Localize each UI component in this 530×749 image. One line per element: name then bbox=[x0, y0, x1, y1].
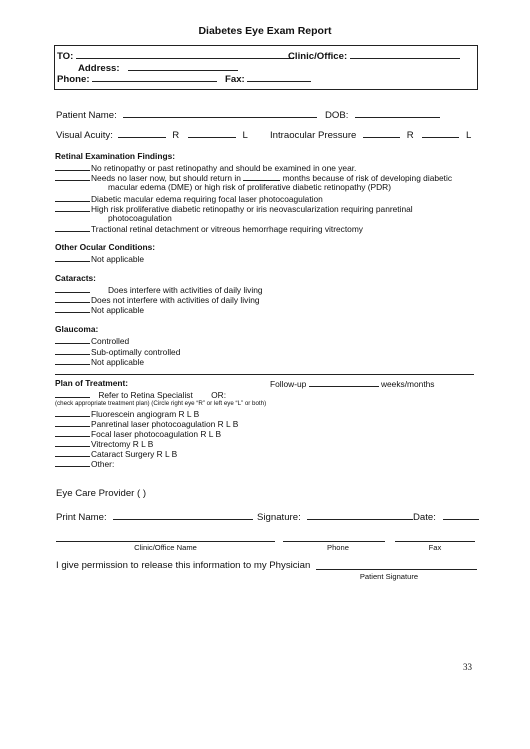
phone-line[interactable] bbox=[283, 541, 385, 542]
checkbox-blank[interactable] bbox=[55, 172, 90, 181]
to-label: TO: bbox=[57, 51, 74, 62]
clinic-name-caption: Clinic/Office Name bbox=[134, 543, 197, 552]
fax-caption: Fax bbox=[428, 543, 442, 552]
report-title: Diabetes Eye Exam Report bbox=[198, 25, 332, 37]
phone-caption: Phone bbox=[327, 543, 349, 552]
retinal-item bbox=[55, 223, 363, 234]
followup-label: Follow-up bbox=[270, 379, 307, 389]
date-row bbox=[413, 510, 479, 523]
address-field[interactable] bbox=[128, 61, 238, 71]
section-divider bbox=[55, 374, 474, 375]
treatment-item-text: Focal laser photocoagulation R L B bbox=[91, 429, 222, 439]
dob-field[interactable] bbox=[355, 108, 440, 118]
print-name-field[interactable] bbox=[113, 510, 253, 520]
cataracts-item-text: Does not interfere with activities of daily living bbox=[91, 295, 260, 305]
checkbox-blank[interactable] bbox=[55, 458, 90, 467]
glaucoma-item-text: Sub-optimally controlled bbox=[91, 347, 181, 357]
dob-row bbox=[325, 108, 440, 121]
cataracts-item-text: Not applicable bbox=[91, 305, 145, 315]
return-months-field[interactable] bbox=[243, 172, 280, 181]
checkbox-blank[interactable] bbox=[55, 428, 90, 437]
date-label: Date: bbox=[413, 512, 436, 523]
date-field[interactable] bbox=[443, 510, 479, 520]
fax-label: Fax: bbox=[225, 74, 245, 85]
iop-row bbox=[270, 128, 471, 141]
phone-row bbox=[57, 72, 217, 85]
checkbox-blank[interactable] bbox=[55, 284, 90, 293]
address-label: Address: bbox=[78, 63, 120, 74]
followup-field[interactable] bbox=[309, 378, 379, 387]
page-number: 33 bbox=[463, 662, 472, 672]
patient-name-field[interactable] bbox=[123, 108, 317, 118]
patient-name-row bbox=[56, 108, 317, 121]
clinic-label: Clinic/Office: bbox=[288, 51, 348, 62]
checkbox-blank[interactable] bbox=[55, 223, 90, 232]
glaucoma-heading: Glaucoma: bbox=[55, 324, 99, 334]
iop-r-field[interactable] bbox=[363, 128, 400, 138]
checkbox-blank[interactable] bbox=[55, 418, 90, 427]
or-label: OR: bbox=[211, 390, 227, 400]
retinal-item-text-tail: months because of risk of developing diabetic bbox=[282, 173, 453, 183]
visual-acuity-l-label: L bbox=[242, 130, 248, 141]
signature-label: Signature: bbox=[257, 512, 301, 523]
phone-field[interactable] bbox=[92, 72, 217, 82]
checkbox-blank[interactable] bbox=[55, 356, 90, 365]
treatment-item-text: Vitrectomy R L B bbox=[91, 439, 154, 449]
checkbox-blank[interactable] bbox=[55, 335, 90, 344]
visual-acuity-r-label: R bbox=[172, 130, 180, 141]
treatment-item-text: Other: bbox=[91, 459, 115, 469]
cataracts-heading: Cataracts: bbox=[55, 273, 96, 283]
checkbox-blank[interactable] bbox=[55, 253, 90, 262]
clinic-field[interactable] bbox=[350, 49, 460, 59]
phone-label: Phone: bbox=[57, 74, 90, 85]
fax-field[interactable] bbox=[247, 72, 311, 82]
iop-r-label: R bbox=[406, 130, 414, 141]
treatment-item bbox=[55, 458, 114, 469]
glaucoma-item bbox=[55, 356, 144, 367]
checkbox-blank[interactable] bbox=[55, 438, 90, 447]
checkbox-blank[interactable] bbox=[55, 448, 90, 457]
checkbox-blank[interactable] bbox=[55, 346, 90, 355]
retinal-item-text: Needs no laser now, but should return in bbox=[91, 173, 241, 183]
ocular-item bbox=[55, 253, 144, 264]
signature-row bbox=[257, 510, 413, 523]
retinal-item-continuation: macular edema (DME) or high risk of proliferative diabetic retinopathy (PDR) bbox=[108, 182, 391, 192]
cataracts-item-text: Does interfere with activities of daily living bbox=[108, 285, 263, 295]
checkbox-blank[interactable] bbox=[55, 294, 90, 303]
ocular-heading: Other Ocular Conditions: bbox=[55, 242, 156, 252]
iop-l-label: L bbox=[466, 130, 472, 141]
provider-label: Eye Care Provider ( ) bbox=[56, 488, 147, 499]
glaucoma-item-text: Controlled bbox=[91, 336, 130, 346]
print-name-row bbox=[56, 510, 253, 523]
clinic-name-line[interactable] bbox=[56, 541, 275, 542]
visual-acuity-r-field[interactable] bbox=[118, 128, 166, 138]
glaucoma-item-text: Not applicable bbox=[91, 357, 145, 367]
visual-acuity-l-field[interactable] bbox=[188, 128, 236, 138]
ocular-item-text: Not applicable bbox=[91, 254, 145, 264]
patient-signature-caption: Patient Signature bbox=[359, 572, 419, 581]
treatment-note: (check appropriate treatment plan) (Circle right eye “R” or left eye “L” or both) bbox=[55, 400, 267, 407]
retinal-heading: Retinal Examination Findings: bbox=[55, 151, 176, 161]
checkbox-blank[interactable] bbox=[55, 193, 90, 202]
patient-name-label: Patient Name: bbox=[56, 110, 117, 121]
retinal-item-continuation: photocoagulation bbox=[108, 213, 172, 223]
checkbox-blank[interactable] bbox=[55, 408, 90, 417]
permission-text: I give permission to release this information to my Physician bbox=[56, 560, 311, 571]
clinic-row bbox=[288, 49, 460, 62]
iop-label: Intraocular Pressure bbox=[270, 130, 357, 141]
weeks-months-label: weeks/months bbox=[380, 379, 435, 389]
treatment-item-text: Panretinal laser photocoagulation R L B bbox=[91, 419, 239, 429]
cataracts-item bbox=[55, 304, 144, 315]
retinal-item-text: Diabetic macular edema requiring focal laser photocoagulation bbox=[91, 194, 323, 204]
treatment-item-text: Cataract Surgery R L B bbox=[91, 449, 178, 459]
retinal-item-text: No retinopathy or past retinopathy and should be examined in one year. bbox=[91, 163, 357, 173]
to-field[interactable] bbox=[76, 49, 294, 59]
glaucoma-item bbox=[55, 335, 129, 346]
retinal-item-text: High risk proliferative diabetic retinopathy or iris neovascularization requiring panretinal bbox=[91, 204, 413, 214]
dob-label: DOB: bbox=[325, 110, 349, 121]
checkbox-blank[interactable] bbox=[55, 162, 90, 171]
checkbox-blank[interactable] bbox=[55, 203, 90, 212]
fax-row bbox=[225, 72, 311, 85]
visual-acuity-row bbox=[56, 128, 248, 141]
fax-line[interactable] bbox=[395, 541, 475, 542]
visual-acuity-label: Visual Acuity: bbox=[56, 130, 113, 141]
checkbox-blank[interactable] bbox=[55, 304, 90, 313]
checkbox-blank[interactable] bbox=[55, 389, 90, 398]
followup-row bbox=[270, 378, 435, 389]
treatment-item-text: Fluorescein angiogram R L B bbox=[91, 409, 200, 419]
print-name-label: Print Name: bbox=[56, 512, 107, 523]
patient-signature-line[interactable] bbox=[316, 569, 477, 570]
signature-field[interactable] bbox=[307, 510, 413, 520]
treatment-heading: Plan of Treatment: bbox=[55, 378, 129, 388]
iop-l-field[interactable] bbox=[422, 128, 459, 138]
refer-label: Refer to Retina Specialist bbox=[98, 390, 193, 400]
refer-row bbox=[55, 389, 226, 400]
retinal-item-text: Tractional retinal detachment or vitreous hemorrhage requiring vitrectomy bbox=[91, 224, 363, 234]
